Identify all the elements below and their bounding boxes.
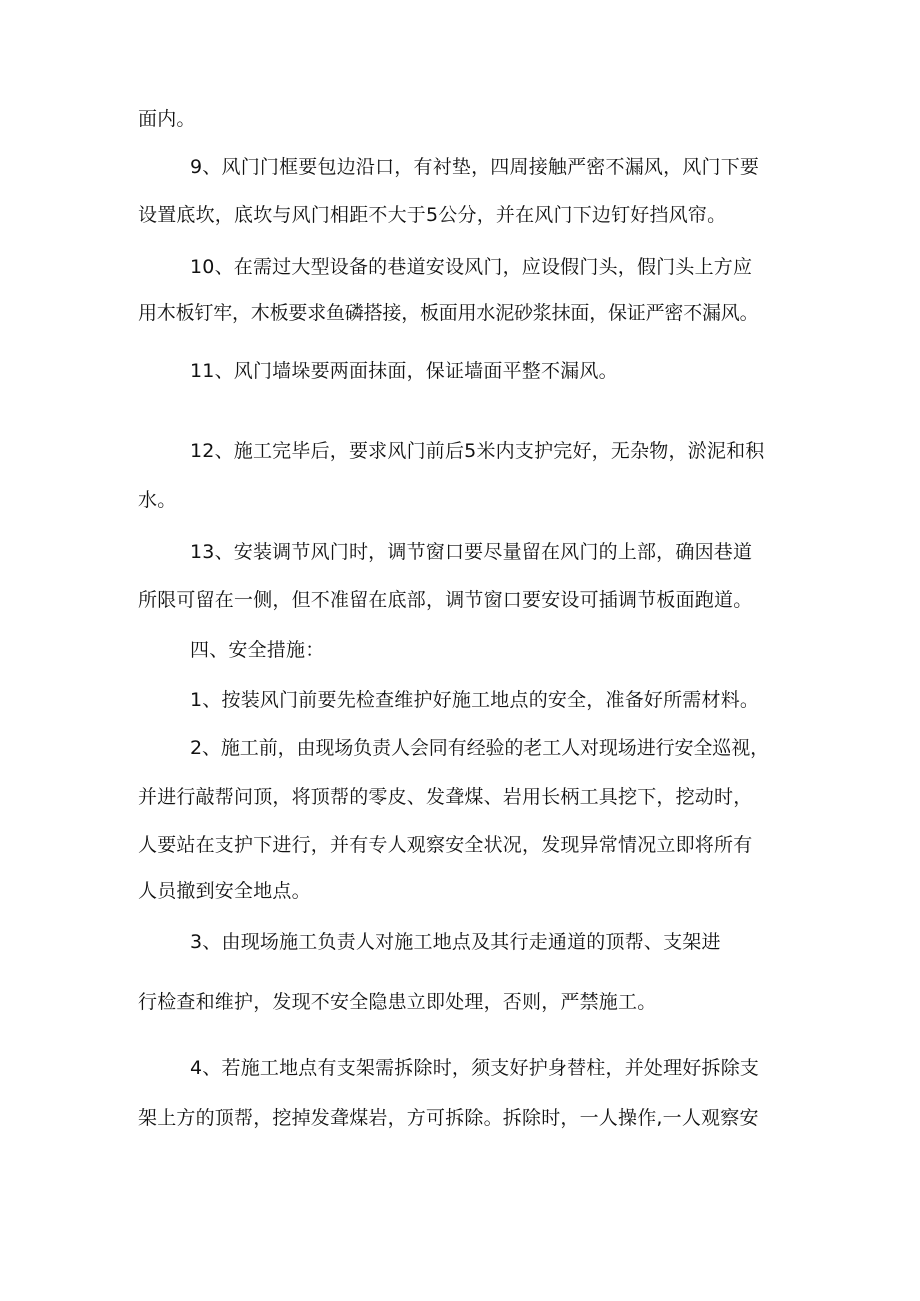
text-line: 人要站在支护下进行，并有专人观察安全状况，发现异常情况立即将所有 — [138, 834, 753, 856]
text-line: 用木板钉牢，木板要求鱼磷搭接，板面用水泥砂浆抹面，保证严密不漏风。 — [138, 302, 759, 324]
text-line: 1、按装风门前要先检查维护好施工地点的安全，准备好所需材料。 — [190, 689, 760, 711]
text-line: 设置底坎，底坎与风门相距不大于5公分，并在风门下边钉好挡风帘。 — [138, 204, 727, 226]
text-line: 2、施工前，由现场负责人会同有经验的老工人对现场进行安全巡视， — [190, 737, 769, 759]
text-line: 3、由现场施工负责人对施工地点及其行走通道的顶帮、支架进 — [190, 931, 721, 953]
text-line: 13、安装调节风门时，调节窗口要尽量留在风门的上部，确因巷道 — [190, 541, 753, 563]
text-line: 并进行敲帮问顶，将顶帮的零皮、发聋煤、岩用长柄工具挖下，挖动时， — [138, 786, 753, 808]
text-line: 4、若施工地点有支架需拆除时，须支好护身替柱，并处理好拆除支 — [190, 1057, 760, 1079]
text-line: 9、风门门框要包边沿口，有衬垫，四周接触严密不漏风，风门下要 — [190, 156, 760, 178]
text-line: 架上方的顶帮，挖掉发聋煤岩，方可拆除。拆除时，一人操作,一人观察安 — [138, 1107, 759, 1129]
text-line: 所限可留在一侧，但不准留在底部，调节窗口要安设可插调节板面跑道。 — [138, 589, 753, 611]
text-line: 11、风门墙垛要两面抹面，保证墙面平整不漏风。 — [190, 360, 618, 382]
text-line: 12、施工完毕后，要求风门前后5米内支护完好，无杂物，淤泥和积 — [190, 440, 765, 462]
text-line: 水。 — [138, 489, 177, 511]
text-line: 10、在需过大型设备的巷道安设风门，应设假门头，假门头上方应 — [190, 256, 753, 278]
section-heading: 四、安全措施： — [190, 639, 325, 661]
text-line: 面内。 — [138, 108, 196, 130]
text-line: 人员撤到安全地点。 — [138, 880, 311, 902]
text-line: 行检查和维护，发现不安全隐患立即处理，否则，严禁施工。 — [138, 991, 657, 1013]
